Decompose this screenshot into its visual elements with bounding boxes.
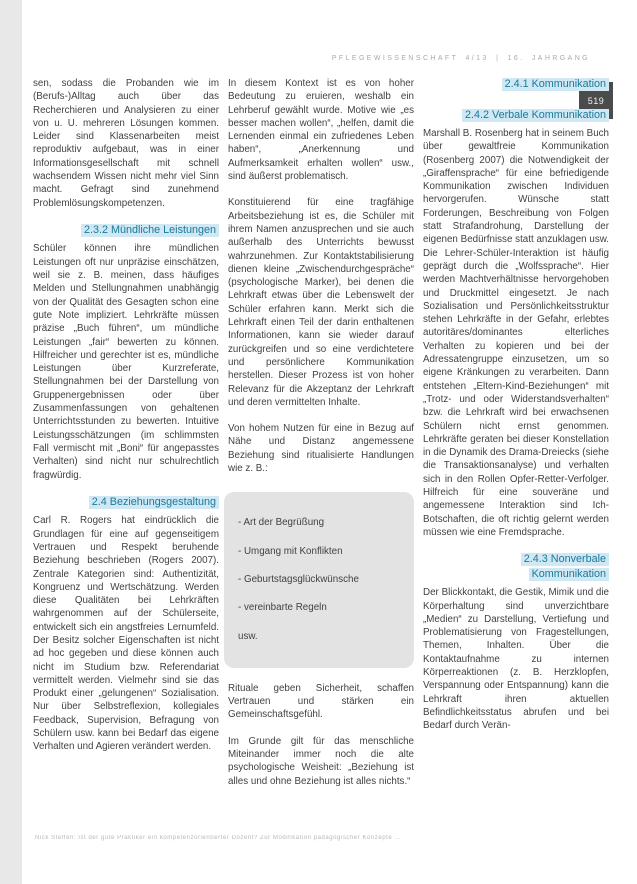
heading-highlight: 2.4.2 Verbale Kommunikation [462, 109, 609, 122]
column-middle [228, 77, 414, 788]
body-paragraph: Der Blickkontakt, die Gestik, Mimik und die Körperhaltung sind unverzichtbare „Medien“ zu Darstellung, Vertiefung und Problematisierung von Fragestellungen, Themen, Inhalten. Über die Kontaktaufnahme zu internen Körperreaktionen (z. B. Herzklopfen, Verspannung oder Entspannung) kann die Lehrkraft ihren aktuellen Befindlichkeitsstatus abrufen und bei Bedarf durch Verän- [423, 587, 609, 732]
body-paragraph: In diesem Kontext ist es von hoher Bedeutung zu eruieren, weshalb ein Lehrberuf gewählt wurde. Motive wie „es besser machen wollen“, „helfen, damit die Lernenden einmal ein zufriedenes Leben haben“, „Anerkennung und Aufmerksamkeit erhalten wollen“ usw., sind äußerst problematisch. [228, 78, 414, 183]
ritual-list-item: - Geburtstagsglückwünsche [238, 573, 359, 585]
heading-highlight: 2.3.2 Mündliche Leistungen [81, 224, 219, 237]
journal-header: PFLEGEWISSENSCHAFT 4/13 | 16. JAHRGANG [331, 55, 590, 62]
body-paragraph: Rituale geben Sicherheit, schaffen Vertrauen und stärken ein Gemeinschaftsgefühl. [228, 682, 414, 721]
section-heading-2-4-2 [423, 108, 609, 123]
heading-highlight: 2.4.1 Kommunikation [502, 78, 609, 91]
ritual-list-item: - Art der Begrüßung [238, 517, 325, 529]
section-heading-2-4-1 [423, 77, 609, 92]
body-paragraph: Carl R. Rogers hat eindrücklich die Grundlagen für eine auf gegenseitigem Vertrauen und Respekt beruhende Beziehung beschrieben (Rogers 2007). Zentrale Kategorien sind: Authentizität, Kongruenz und Wertschätzung. Werden diese Qualitäten bei Lehrkräften wahrgenommen auf der Schülerseite, entwickelt sich ein angstfreies Lernumfeld. Der Besitz solcher Eigenschaften ist nicht ad hoc gegeben und diese können auch nicht im Studium bzw. Referendariat vermittelt werden. Vielmehr sind sie das Produkt einer „gelungenen“ Sozialisation. Nur über Selbstreflexion, kollegiales Feedback, Supervision, Befragung von Schülern usw. kann bei Bedarf das eigene Verhalten und Agieren verändert werden. [33, 515, 219, 753]
page-number: 519 [587, 95, 605, 106]
body-paragraph: sen, sodass die Probanden wie im (Berufs-)Alltag auch über das Recherchieren und Analysieren zu einer von u. U. mehreren Lösungen kommen. Leider sind Klassenarbeiten meist reproduktiv aufgebaut, was in einer Informationsgesellschaft mit schnell wachsendem Wissen nicht mehr viel Sinn macht. Gefragt sind zunehmend Problemlösungskompetenzen. [33, 78, 219, 209]
body-paragraph: Von hohem Nutzen für eine in Bezug auf Nähe und Distanz angemessene Beziehung sind ritualisierte Handlungen wie z. B.: [228, 423, 414, 475]
left-margin-bar [0, 0, 22, 884]
ritual-list-item: - Umgang mit Konflikten [238, 545, 343, 557]
column-right [423, 77, 609, 732]
heading-highlight: 2.4.3 Nonverbale Kommunikation [521, 553, 609, 581]
section-heading-2-4 [33, 495, 219, 510]
ritual-list-item: - vereinbarte Regeln [238, 602, 327, 614]
heading-highlight: 2.4 Beziehungsgestaltung [89, 496, 219, 509]
ritual-box [224, 492, 414, 667]
body-paragraph: Konstituierend für eine tragfähige Arbeitsbeziehung ist es, die Schüler mit ihrem Namen anzusprechen und sie auch außerhalb des Unterrichts bewusst wahrzunehmen. Zur Kontaktstabilisierung dienen kleine „Zwischendurchgespräche“ (psychologische Marker), bei denen die Lehrkraft etwas über die Lebenswelt der Schüler erfahren kann. Merkt sich die Lehrkraft einen Teil der darin enthaltenen Informationen, kann sie wieder darauf zurückgreifen und so eine verdichtetere und persönlichere Kommunikation herstellen. Dieser Prozess ist von hoher Relevanz für die Akzeptanz der Lehrkraft und deren vermittelten Inhalte. [228, 197, 414, 408]
body-paragraph: Marshall B. Rosenberg hat in seinem Buch über gewaltfreie Kommunikation (Rosenberg 2007) die Notwendigkeit der „Giraffensprache“ für eine befriedigende Kommunikation zwischen Individuen hervorgerufen. Wünsche statt Forderungen, Beschreibung von Folgen statt Strafandrohung, Darstellung der eigenen Bedürfnisse statt anzuklagen usw. Die Lehrer-Schüler-Interaktion ist häufig geprägt durch die „Wolfssprache“. Hier werden Machtverhältnisse hervorgehoben und Druckmittel eingesetzt. Je nach Sozialisation und Persönlichkeitsstruktur stehen Lehrkräfte in der Gefahr, erlebtes autoritäres/dominantes elterliches Verhalten zu kopieren und bei der Adressatengruppe einzusetzen, um so eigene Kränkungen zu verarbeiten. Dann entstehen „Eltern-Kind-Beziehungen“ mit „Trotz- und oder Widerstandsverhalten“ bzw. die Lehrkraft wird bei erwachsenen Schülern nicht ernst genommen. Lehrkräfte geraten bei dieser Konstellation in die Dynamik des Drama-Dreiecks (siehe die Transaktionsanalyse) und verhalten sich in den Rollen Opfer-Retter-Verfolger. Hilfreich für eine souveräne und angemessene Interaktion sind Ich-Botschaften, die oft richtig gelernt werden müssen wie eine Fremdsprache. [423, 128, 609, 538]
running-footer: Nick Steffen: Ist der gute Praktiker ein kompetenzorientierter Dozent? Zur Modifikation pädagogischer Konzepte … [35, 835, 401, 841]
column-left [33, 77, 219, 754]
body-paragraph: Im Grunde gilt für das menschliche Miteinander immer noch die alte psychologische Weisheit: „Beziehung ist alles und ohne Beziehung ist alles nichts.“ [228, 735, 414, 787]
section-heading-2-4-3 [423, 552, 609, 581]
body-paragraph: Schüler können ihre mündlichen Leistungen oft nur unpräzise einschätzen, weil sie z. B. meinen, dass häufiges Melden und Stellungnahmen unabhängig von der Qualität des Gesagten schon eine gute Note impliziert. Lehrkräfte müssen präzise „Buch führen“, um mündliche Leistungen „fair“ bewerten zu können. Hilfreicher und gerechter ist es, mündliche Leistungen über Kurzreferate, Stellungnahmen bei der Darstellung von Gruppenergebnissen oder über Zusammenfassungen von gehaltenen Unterrichtsstunden zu bewerten. Intuitive Leistungsschätzungen (im schlimmsten Fall vermischt mit „Boni“ für angepasstes Verhalten) sind nicht nur schulrechtlich fragwürdig. [33, 243, 219, 481]
ritual-list-item: usw. [238, 630, 258, 642]
section-heading-2-3-2 [33, 223, 219, 238]
